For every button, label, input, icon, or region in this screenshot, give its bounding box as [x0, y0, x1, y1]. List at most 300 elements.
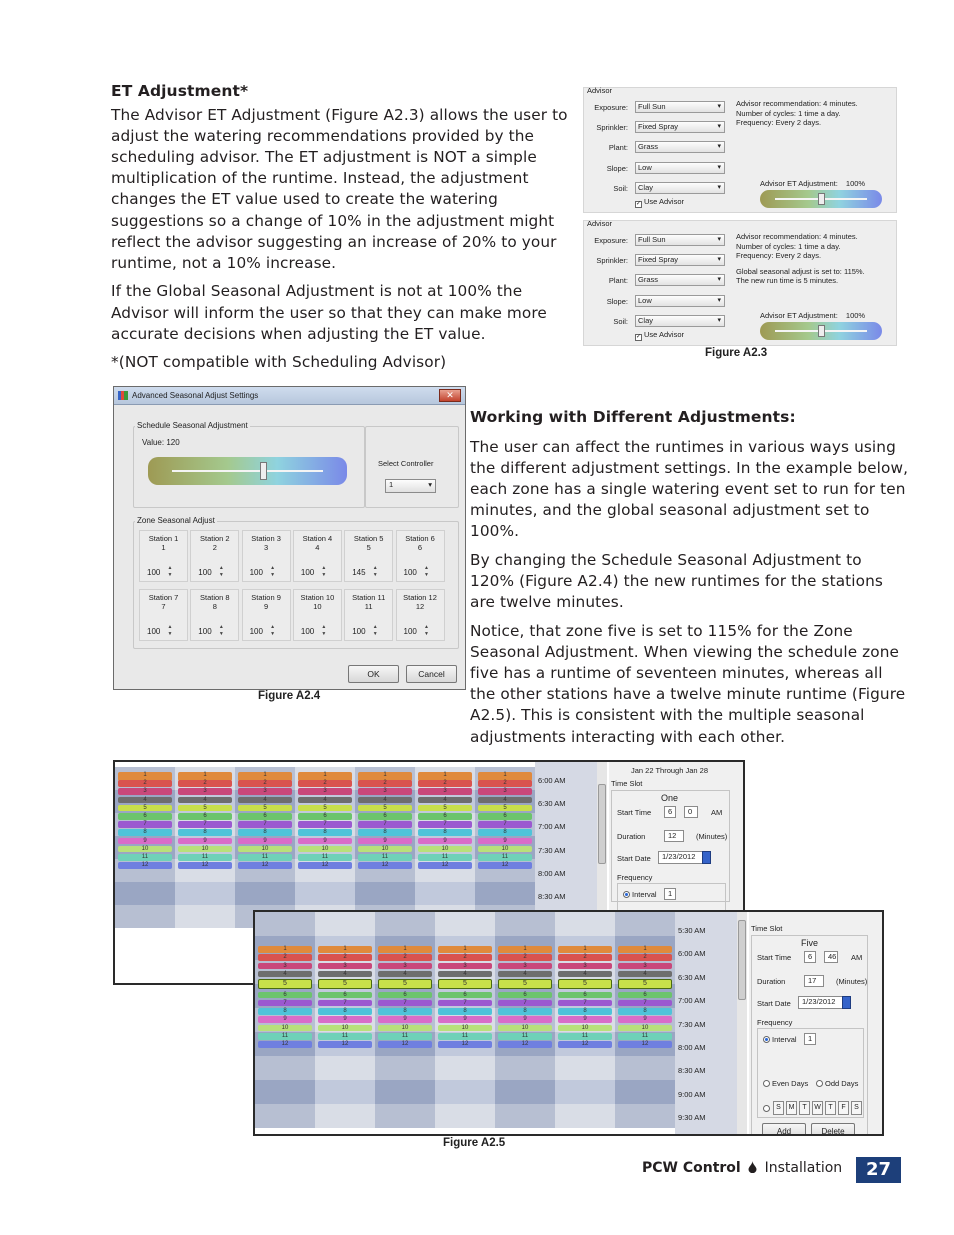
zone-event-bar[interactable]: 11	[118, 854, 172, 861]
controller-select[interactable]	[385, 479, 436, 493]
zone-event-bar[interactable]: 4	[558, 971, 612, 978]
spinner-arrows-icon[interactable]: ▲ ▼	[218, 624, 224, 637]
exposure-select[interactable]	[635, 234, 725, 246]
zone-event-bar[interactable]: 7	[318, 1000, 372, 1007]
calendar-cell[interactable]	[315, 1080, 375, 1104]
station-cell	[139, 530, 188, 582]
zone-event-bar[interactable]: 11	[438, 1033, 492, 1040]
zone-event-bar[interactable]: 2	[178, 780, 232, 787]
weekday-toggle[interactable]: T	[799, 1101, 810, 1115]
zone-event-bar[interactable]: 10	[258, 1025, 312, 1032]
zone-event-bar[interactable]: 11	[318, 1033, 372, 1040]
calendar-cell[interactable]	[315, 1104, 375, 1128]
zone-event-bar[interactable]: 8	[478, 829, 532, 836]
calendar-cell[interactable]	[315, 1056, 375, 1080]
interval-radio[interactable]	[763, 1035, 797, 1044]
slope-label: Slope:	[606, 163, 628, 173]
calendar-cell[interactable]	[255, 1104, 315, 1128]
zone-event-bar[interactable]: 1	[358, 772, 412, 781]
calendar-cell[interactable]	[435, 1080, 495, 1104]
zone-event-bar[interactable]: 11	[238, 854, 292, 861]
zone-event-bar[interactable]: 5	[358, 805, 412, 812]
calendar-cell[interactable]	[615, 1056, 675, 1080]
zone-event-bar[interactable]: 3	[298, 788, 352, 795]
zone-event-bar[interactable]: 4	[118, 797, 172, 804]
scrollbar[interactable]	[737, 912, 747, 1134]
calendar-cell[interactable]	[375, 1056, 435, 1080]
zone-event-bar[interactable]: 6	[618, 992, 672, 999]
zone-event-bar[interactable]: 7	[238, 821, 292, 828]
exposure-value: Full Sun	[638, 102, 666, 111]
slider-thumb[interactable]	[818, 325, 825, 337]
zone-event-bar[interactable]: 2	[378, 954, 432, 961]
zone-event-bar[interactable]: 8	[378, 1008, 432, 1015]
minutes-label: (Minutes)	[836, 977, 868, 986]
zone-event-bar[interactable]: 7	[258, 1000, 312, 1007]
calendar-cell[interactable]	[555, 912, 615, 936]
zone-event-bar[interactable]: 4	[618, 971, 672, 978]
station-adjust-value[interactable]: 100	[249, 627, 263, 636]
et-adjustment-slider[interactable]	[760, 190, 882, 208]
station-adjust-value[interactable]: 100	[147, 568, 161, 577]
zone-event-bar[interactable]: 3	[238, 788, 292, 795]
zone-event-bar[interactable]: 1	[118, 772, 172, 781]
frequency-label: Frequency	[757, 1018, 793, 1027]
add-button[interactable]: Add	[762, 1123, 806, 1136]
zone-event-bar[interactable]: 7	[298, 821, 352, 828]
zone-event-bar[interactable]: 9	[118, 838, 172, 845]
weekday-toggle[interactable]: T	[825, 1101, 836, 1115]
exposure-select[interactable]	[635, 101, 725, 113]
zone-event-bar[interactable]: 4	[438, 971, 492, 978]
zone-event-bar[interactable]: 2	[238, 780, 292, 787]
zone-event-bar[interactable]: 3	[358, 788, 412, 795]
zone-event-bar[interactable]: 9	[238, 838, 292, 845]
spinner-arrows-icon[interactable]: ▲ ▼	[424, 565, 429, 578]
zone-event-bar[interactable]: 2	[618, 954, 672, 961]
zone-event-bar[interactable]: 2	[438, 954, 492, 961]
zone-event-bar[interactable]: 8	[178, 829, 232, 836]
weekday-toggle[interactable]: S	[851, 1101, 862, 1115]
calendar-cell[interactable]	[415, 882, 475, 905]
zone-event-bar[interactable]: 3	[258, 963, 312, 970]
calendar-cell[interactable]	[615, 1104, 675, 1128]
zone-event-bar[interactable]: 11	[258, 1033, 312, 1040]
plant-select[interactable]	[635, 274, 725, 286]
zone-event-bar[interactable]: 12	[378, 1041, 432, 1048]
station-adjust-value[interactable]: 100	[403, 568, 417, 577]
calendar-cell[interactable]	[175, 905, 235, 928]
calendar-cell[interactable]	[555, 1104, 615, 1128]
spinner-arrows-icon[interactable]: ▲ ▼	[270, 565, 276, 578]
zone-event-bar[interactable]: 6	[498, 992, 552, 999]
zone-event-bar[interactable]: 5	[438, 979, 492, 989]
zone-event-bar[interactable]: 10	[558, 1025, 612, 1032]
footer	[642, 1160, 842, 1176]
zone-event-bar[interactable]: 1	[558, 946, 612, 953]
zone-event-bar[interactable]: 11	[498, 1033, 552, 1040]
zone-event-bar[interactable]: 6	[118, 813, 172, 820]
calendar-cell[interactable]	[435, 1104, 495, 1128]
spinner-arrows-icon[interactable]: ▲ ▼	[167, 565, 173, 578]
calendar-cell[interactable]	[315, 912, 375, 936]
zone-event-bar[interactable]: 6	[358, 813, 412, 820]
station-adjust-value[interactable]: 100	[147, 627, 161, 636]
zone-event-bar[interactable]: 4	[498, 971, 552, 978]
station-name: Station 5	[353, 534, 384, 543]
zone-event-bar[interactable]: 1	[318, 946, 372, 953]
zone-event-bar[interactable]: 2	[118, 780, 172, 787]
zone-event-bar[interactable]: 4	[258, 971, 312, 978]
adjustments-paragraph-3: Notice, that zone five is set to 115% for the Zone Seasonal Adjustment. When viewing the schedule zone five has a runtime of seventeen minutes, whereas all the other stations have a twelve minute runtime (Figure A2.5). This is consistent with the multiple seasonal adjustments interacting with each other.	[470, 622, 906, 746]
zone-event-bar[interactable]: 4	[378, 971, 432, 978]
advisor-recommendation	[736, 99, 858, 128]
odd-days-label: Odd Days	[825, 1079, 859, 1088]
zone-event-bar[interactable]: 9	[478, 838, 532, 845]
zone-event-bar[interactable]: 7	[178, 821, 232, 828]
zone-event-bar[interactable]: 12	[318, 1041, 372, 1048]
zone-event-bar[interactable]: 5	[478, 805, 532, 812]
calendar-cell[interactable]	[255, 912, 315, 936]
zone-event-bar[interactable]: 6	[478, 813, 532, 820]
zone-event-bar[interactable]: 12	[238, 862, 292, 869]
zone-event-bar[interactable]: 4	[358, 797, 412, 804]
zone-event-bar[interactable]: 7	[558, 1000, 612, 1007]
start-hour-input[interactable]: 6	[664, 806, 676, 818]
sprinkler-select[interactable]	[635, 121, 725, 133]
zone-event-bar[interactable]: 12	[358, 862, 412, 869]
calendar-cell[interactable]	[495, 1056, 555, 1080]
zone-event-bar[interactable]: 10	[318, 1025, 372, 1032]
even-days-radio[interactable]	[763, 1079, 808, 1088]
zone-event-bar[interactable]: 11	[298, 854, 352, 861]
zone-event-bar[interactable]: 9	[178, 838, 232, 845]
zone-event-bar[interactable]: 10	[118, 846, 172, 853]
zone-event-bar[interactable]: 11	[378, 1033, 432, 1040]
zone-event-bar[interactable]: 6	[178, 813, 232, 820]
station-adjust-value[interactable]: 100	[300, 568, 315, 577]
zone-event-bar[interactable]: 5	[178, 805, 232, 812]
calendar-cell[interactable]	[115, 905, 175, 928]
zone-event-bar[interactable]: 2	[498, 954, 552, 961]
zone-event-bar[interactable]: 1	[378, 946, 432, 953]
zone-event-bar[interactable]: 4	[238, 797, 292, 804]
station-title	[294, 534, 341, 552]
start-minute-input[interactable]: 0	[684, 806, 698, 818]
scrollbar-thumb[interactable]	[738, 920, 746, 1000]
start-hour-input[interactable]: 6	[804, 951, 816, 963]
zone-event-bar[interactable]: 8	[238, 829, 292, 836]
calendar-cell[interactable]	[555, 1056, 615, 1080]
zone-event-bar[interactable]: 1	[238, 772, 292, 781]
spinner-arrows-icon[interactable]: ▲ ▼	[167, 624, 173, 637]
zone-event-bar[interactable]: 1	[478, 772, 532, 781]
et-adjustment-slider[interactable]	[760, 322, 882, 340]
weekday-toggle[interactable]: M	[786, 1101, 797, 1115]
sprinkler-value: Fixed Spray	[638, 255, 679, 265]
zone-event-bar[interactable]: 9	[438, 1016, 492, 1023]
zone-event-bar[interactable]: 9	[618, 1016, 672, 1023]
zone-event-bar[interactable]: 3	[178, 788, 232, 795]
zone-event-bar[interactable]: 3	[378, 963, 432, 970]
zone-event-bar[interactable]: 12	[418, 862, 472, 869]
zone-event-bar[interactable]: 7	[438, 1000, 492, 1007]
start-date-label: Start Date	[757, 999, 791, 1008]
zone-event-bar[interactable]: 1	[418, 772, 472, 781]
start-date-picker[interactable]	[658, 851, 704, 864]
zone-event-bar[interactable]: 3	[618, 963, 672, 970]
zone-event-bar[interactable]: 8	[318, 1008, 372, 1015]
spinner-arrows-icon[interactable]: ▲ ▼	[218, 565, 224, 578]
spinner-arrows-icon[interactable]: ▲ ▼	[372, 624, 378, 637]
zone-event-bar[interactable]: 11	[478, 854, 532, 861]
zone-event-bar[interactable]: 1	[438, 946, 492, 953]
schedule-seasonal-slider[interactable]	[148, 457, 347, 485]
zone-event-bar[interactable]: 8	[618, 1008, 672, 1015]
station-cell	[190, 530, 239, 582]
weekday-toggle[interactable]: W	[812, 1101, 823, 1115]
zone-event-bar[interactable]: 12	[258, 1041, 312, 1048]
zone-event-bar[interactable]: 7	[418, 821, 472, 828]
footer-product: PCW Control	[642, 1160, 741, 1176]
zone-event-bar[interactable]: 7	[378, 1000, 432, 1007]
zone-event-bar[interactable]: 5	[618, 979, 672, 989]
zone-event-bar[interactable]: 6	[418, 813, 472, 820]
station-cell	[139, 589, 188, 641]
zone-event-bar[interactable]: 2	[298, 780, 352, 787]
zone-event-bar[interactable]: 8	[498, 1008, 552, 1015]
cancel-button[interactable]: Cancel	[406, 665, 457, 683]
zone-event-bar[interactable]: 6	[558, 992, 612, 999]
zone-event-bar[interactable]: 1	[498, 946, 552, 953]
interval-radio[interactable]	[623, 890, 657, 899]
slope-select[interactable]	[635, 295, 725, 307]
start-minute-input[interactable]: 46	[824, 951, 838, 963]
duration-input[interactable]: 12	[664, 830, 684, 842]
calendar-cell[interactable]	[375, 1080, 435, 1104]
zone-event-bar[interactable]: 5	[558, 979, 612, 989]
soil-select[interactable]	[635, 315, 725, 327]
station-adjust-value[interactable]: 100	[403, 627, 417, 636]
zone-event-bar[interactable]: 9	[558, 1016, 612, 1023]
zone-event-bar[interactable]: 11	[178, 854, 232, 861]
spinner-arrows-icon[interactable]: ▲ ▼	[321, 565, 327, 578]
slope-select[interactable]	[635, 162, 725, 174]
sprinkler-select[interactable]	[635, 254, 725, 266]
zone-event-bar[interactable]: 2	[258, 954, 312, 961]
soil-select[interactable]	[635, 182, 725, 194]
calendar-cell[interactable]	[555, 1080, 615, 1104]
zone-event-bar[interactable]: 11	[418, 854, 472, 861]
zone-event-bar[interactable]: 12	[438, 1041, 492, 1048]
plant-select[interactable]	[635, 141, 725, 153]
zone-event-bar[interactable]: 12	[178, 862, 232, 869]
spinner-arrows-icon[interactable]: ▲ ▼	[270, 624, 276, 637]
zone-event-bar[interactable]: 7	[478, 821, 532, 828]
zone-event-bar[interactable]: 12	[498, 1041, 552, 1048]
calendar-cell[interactable]	[495, 912, 555, 936]
zone-event-bar[interactable]: 2	[558, 954, 612, 961]
zone-event-bar[interactable]: 12	[558, 1041, 612, 1048]
zone-event-bar[interactable]: 1	[618, 946, 672, 953]
spinner-arrows-icon[interactable]: ▲ ▼	[424, 624, 429, 637]
zone-event-bar[interactable]: 5	[378, 979, 432, 989]
time-label: 7:30 AM	[538, 845, 566, 855]
zone-event-bar[interactable]: 10	[438, 1025, 492, 1032]
zone-event-bar[interactable]: 2	[358, 780, 412, 787]
zone-event-bar[interactable]: 7	[358, 821, 412, 828]
zone-event-bar[interactable]: 4	[418, 797, 472, 804]
calendar-cell[interactable]	[495, 1104, 555, 1128]
zone-event-bar[interactable]: 8	[418, 829, 472, 836]
use-advisor-checkbox[interactable]	[635, 330, 684, 341]
zone-event-bar[interactable]: 4	[178, 797, 232, 804]
zone-event-bar[interactable]: 3	[558, 963, 612, 970]
zone-event-bar[interactable]: 7	[618, 1000, 672, 1007]
weekday-toggle[interactable]: S	[773, 1101, 784, 1115]
zone-event-bar[interactable]: 9	[258, 1016, 312, 1023]
zone-event-bar[interactable]: 8	[298, 829, 352, 836]
zone-event-bar[interactable]: 12	[118, 862, 172, 869]
calendar-cell[interactable]	[235, 882, 295, 905]
spinner-arrows-icon[interactable]: ▲ ▼	[321, 624, 327, 637]
station-adjust-value[interactable]: 100	[198, 568, 212, 577]
zone-event-bar[interactable]: 2	[478, 780, 532, 787]
duration-input[interactable]: 17	[804, 975, 824, 987]
zone-event-bar[interactable]: 1	[298, 772, 352, 781]
calendar-cell[interactable]	[355, 882, 415, 905]
station-adjust-value[interactable]: 100	[300, 627, 315, 636]
weekday-toggle[interactable]: F	[838, 1101, 849, 1115]
zone-event-bar[interactable]: 5	[258, 979, 312, 989]
zone-event-bar[interactable]: 3	[118, 788, 172, 795]
zone-event-bar[interactable]: 4	[318, 971, 372, 978]
zone-event-bar[interactable]: 6	[238, 813, 292, 820]
calendar-cell[interactable]	[255, 1080, 315, 1104]
station-adjust-value[interactable]: 100	[352, 627, 366, 636]
zone-event-bar[interactable]: 10	[618, 1025, 672, 1032]
weekday-radio-icon[interactable]	[763, 1105, 770, 1112]
scrollbar-thumb[interactable]	[598, 784, 606, 864]
zone-event-bar[interactable]: 2	[318, 954, 372, 961]
station-name: Station 1	[148, 534, 179, 543]
zone-event-bar[interactable]: 3	[418, 788, 472, 795]
zone-event-bar[interactable]: 10	[298, 846, 352, 853]
station-adjust-value[interactable]: 100	[198, 627, 212, 636]
zone-event-bar[interactable]: 12	[618, 1041, 672, 1048]
zone-event-bar[interactable]: 3	[318, 963, 372, 970]
interval-input[interactable]: 1	[804, 1033, 816, 1045]
calendar-dropdown-icon[interactable]	[842, 996, 851, 1009]
calendar-cell[interactable]	[175, 882, 235, 905]
calendar-cell[interactable]	[435, 1056, 495, 1080]
zone-event-bar[interactable]: 9	[498, 1016, 552, 1023]
calendar-dropdown-icon[interactable]	[702, 851, 711, 864]
zone-event-bar[interactable]: 7	[498, 1000, 552, 1007]
schedule-seasonal-label: Schedule Seasonal Adjustment	[137, 421, 248, 430]
zone-event-bar[interactable]: 9	[298, 838, 352, 845]
zone-event-bar[interactable]: 8	[118, 829, 172, 836]
zone-event-bar[interactable]: 9	[418, 838, 472, 845]
use-advisor-checkbox[interactable]	[635, 197, 684, 208]
close-icon[interactable]: ✕	[439, 389, 461, 402]
odd-days-radio[interactable]	[816, 1079, 858, 1088]
spinner-arrows-icon[interactable]: ▲ ▼	[372, 565, 378, 578]
calendar-cell[interactable]	[495, 1080, 555, 1104]
zone-event-bar[interactable]: 4	[298, 797, 352, 804]
zone-event-bar[interactable]: 5	[298, 805, 352, 812]
zone-event-bar[interactable]: 1	[258, 946, 312, 953]
zone-event-bar[interactable]: 8	[358, 829, 412, 836]
zone-event-bar[interactable]: 10	[238, 846, 292, 853]
zone-event-bar[interactable]: 6	[378, 992, 432, 999]
ok-button[interactable]: OK	[348, 665, 399, 683]
calendar-cell[interactable]	[295, 882, 355, 905]
zone-event-bar[interactable]: 5	[418, 805, 472, 812]
zone-event-bar[interactable]: 5	[498, 979, 552, 989]
delete-button[interactable]: Delete	[811, 1123, 855, 1136]
zone-event-bar[interactable]: 10	[498, 1025, 552, 1032]
zone-event-bar[interactable]: 9	[318, 1016, 372, 1023]
zone-event-bar[interactable]: 3	[498, 963, 552, 970]
zone-event-bar[interactable]: 10	[178, 846, 232, 853]
calendar-cell[interactable]	[115, 882, 175, 905]
zone-event-bar[interactable]: 3	[478, 788, 532, 795]
zone-event-bar[interactable]: 9	[358, 838, 412, 845]
zone-event-bar[interactable]: 11	[618, 1033, 672, 1040]
zone-event-bar[interactable]: 12	[298, 862, 352, 869]
station-name: Station 12	[403, 593, 437, 602]
calendar-cell[interactable]	[375, 1104, 435, 1128]
zone-event-bar[interactable]: 6	[298, 813, 352, 820]
zone-event-bar[interactable]: 5	[118, 805, 172, 812]
start-date-picker[interactable]	[798, 996, 844, 1009]
zone-event-bar[interactable]: 5	[238, 805, 292, 812]
zone-event-bar[interactable]: 10	[378, 1025, 432, 1032]
station-adjust-value[interactable]: 100	[249, 568, 263, 577]
calendar-cell[interactable]	[475, 882, 535, 905]
station-adjust-value[interactable]: 145	[352, 568, 366, 577]
zone-event-bar[interactable]: 7	[118, 821, 172, 828]
calendar-cell[interactable]	[615, 912, 675, 936]
zone-event-bar[interactable]: 8	[258, 1008, 312, 1015]
zone-event-bar[interactable]: 8	[438, 1008, 492, 1015]
zone-event-bar[interactable]: 2	[418, 780, 472, 787]
slider-thumb[interactable]	[818, 193, 825, 205]
calendar-cell[interactable]	[375, 912, 435, 936]
zone-event-bar[interactable]: 4	[478, 797, 532, 804]
calendar-cell[interactable]	[255, 1056, 315, 1080]
zone-event-bar[interactable]: 10	[418, 846, 472, 853]
calendar-cell[interactable]	[435, 912, 495, 936]
zone-event-bar[interactable]: 11	[358, 854, 412, 861]
zone-event-bar[interactable]: 9	[378, 1016, 432, 1023]
zone-event-bar[interactable]: 3	[438, 963, 492, 970]
slider-thumb[interactable]	[260, 462, 267, 480]
zone-event-bar[interactable]: 6	[318, 992, 372, 999]
zone-event-bar[interactable]: 1	[178, 772, 232, 781]
zone-event-bar[interactable]: 6	[258, 992, 312, 999]
interval-input[interactable]: 1	[664, 888, 676, 900]
zone-event-bar[interactable]: 5	[318, 979, 372, 989]
calendar-cell[interactable]	[615, 1080, 675, 1104]
zone-event-bar[interactable]: 10	[478, 846, 532, 853]
zone-event-bar[interactable]: 11	[558, 1033, 612, 1040]
zone-event-bar[interactable]: 12	[478, 862, 532, 869]
zone-event-bar[interactable]: 10	[358, 846, 412, 853]
zone-event-bar[interactable]: 6	[438, 992, 492, 999]
zone-event-bar[interactable]: 8	[558, 1008, 612, 1015]
